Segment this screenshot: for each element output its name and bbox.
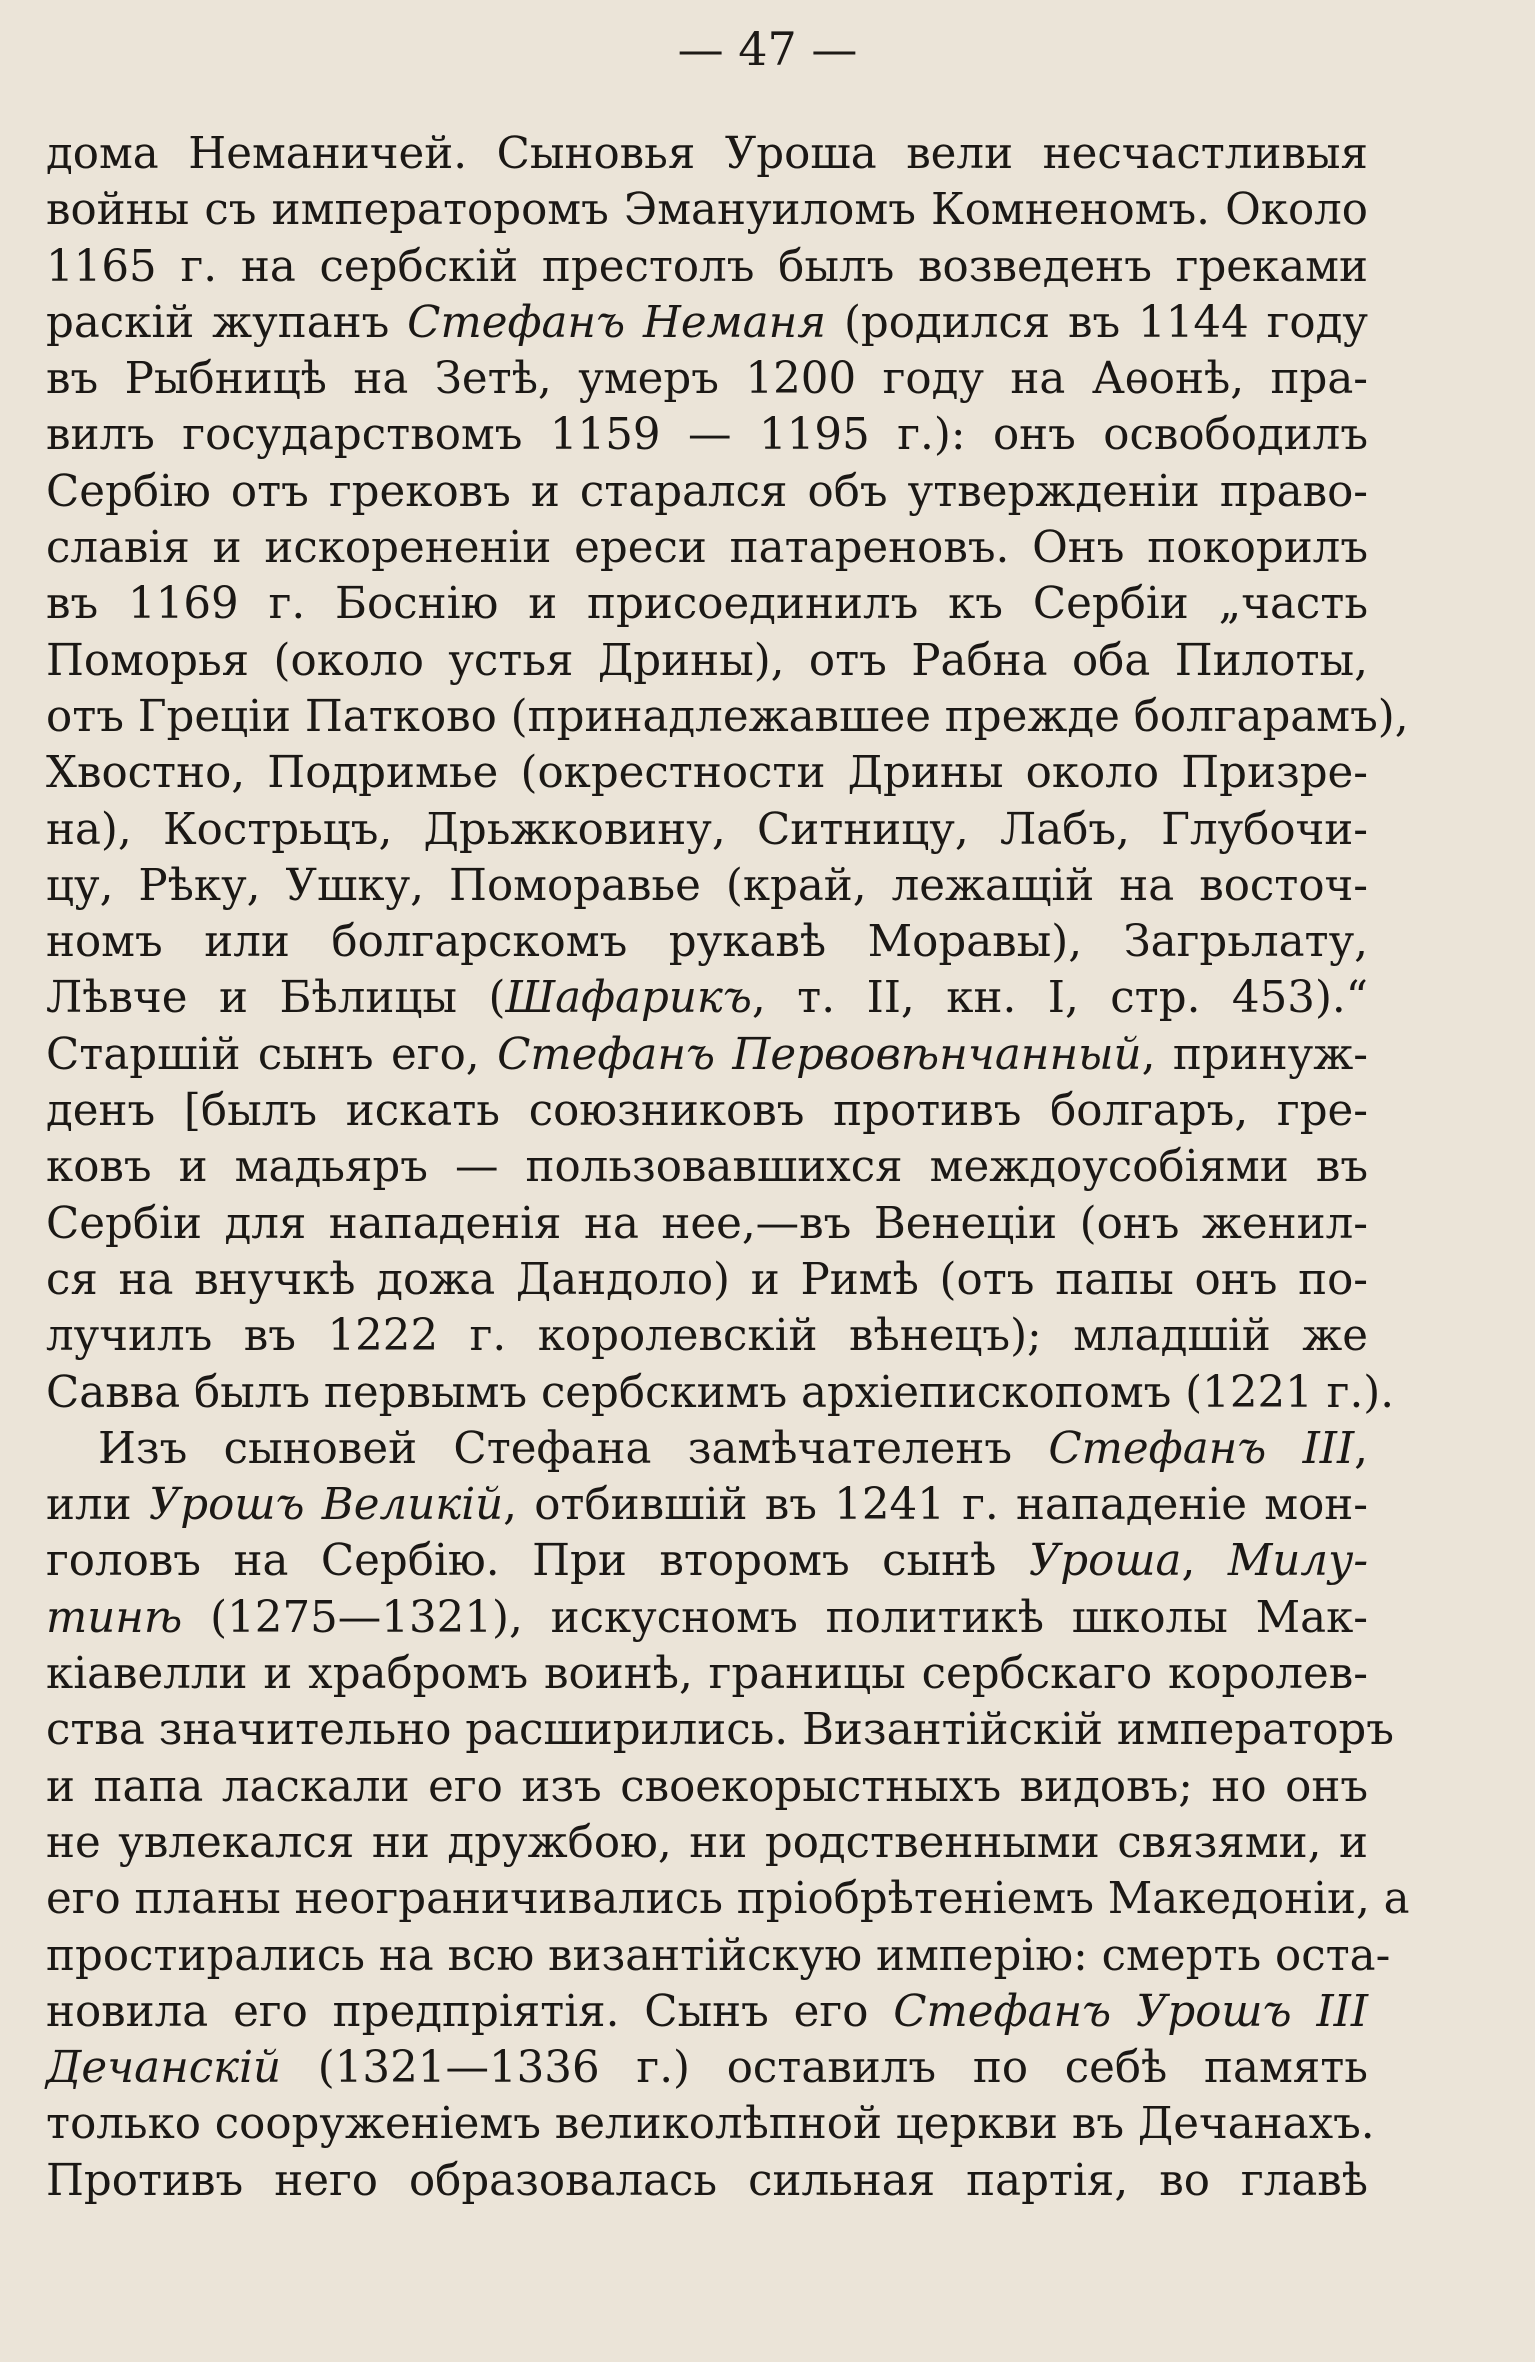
body-text [46,126,1410,2209]
text-segment: его планы неограничивались пріобрѣтеніемъ Македоніи, а [46,1874,1410,1925]
text-segment: денъ [былъ искать союзниковъ противъ болгаръ, гре- [46,1086,1368,1137]
text-segment: (1321—1336 г.) оставилъ по себѣ память [281,2043,1368,2094]
text-segment: , [1181,1536,1228,1587]
text-segment: (1275—1321), искусномъ политикѣ школы Мак- [182,1592,1368,1643]
text-segment: раскій жупанъ [46,297,408,348]
text-line [46,1477,1368,1533]
text-segment: новила его предпріятія. Сынъ его [46,1986,894,2037]
text-segment: славія и искорененіи ереси патареновъ. Онъ покорилъ [46,523,1368,574]
text-line [46,1759,1368,1815]
text-segment: только сооруженіемъ великолѣпной церкви въ Дечанахъ. [46,2099,1375,2150]
text-line [46,1083,1368,1139]
text-segment: Сербіи для нападенія на нее,—въ Венеціи (онъ женил- [46,1198,1368,1249]
text-segment: Сербію отъ грековъ и старался объ утвержденіи право- [46,466,1368,517]
text-line [46,239,1368,295]
text-line [46,970,1368,1026]
text-segment: кіавелли и храбромъ воинѣ, границы сербскаго королев- [46,1649,1368,1700]
text-segment: Старшій сынъ его, [46,1029,498,1080]
text-line [46,1365,1395,1421]
text-line [46,633,1368,689]
italic-name: тинѣ [46,1592,183,1643]
text-line [46,1928,1391,1984]
italic-name: Уроша [1028,1536,1182,1587]
italic-name: Милу- [1227,1536,1369,1587]
text-segment: въ 1169 г. Боснію и присоединилъ къ Сербіи „часть [46,579,1368,630]
text-segment: въ Рыбницѣ на Зетѣ, умеръ 1200 году на Аѳонѣ, пра- [46,354,1368,405]
italic-name: Шафарикъ [505,973,752,1024]
text-segment: Противъ него образовалась сильная партія, во главѣ [46,2155,1368,2206]
text-line [46,407,1368,463]
italic-name: Стефанъ Неманя [407,297,827,348]
text-line [46,914,1368,970]
text-segment: не увлекался ни дружбою, ни родственными связями, и [46,1817,1368,1868]
italic-name: Дечанскій [46,2043,282,2094]
italic-name: Стефанъ Урошъ III [893,1986,1369,2037]
text-line [46,1984,1368,2040]
text-segment: отъ Греціи Патково (принадлежавшее прежде болгарамъ), [46,691,1409,742]
text-segment: цу, Рѣку, Ушку, Поморавье (край, лежащій на восточ- [46,860,1368,911]
text-line [46,1308,1368,1364]
text-segment: 1165 г. на сербскій престолъ былъ возведенъ греками [46,241,1368,292]
text-segment: или [46,1480,149,1531]
text-line [46,1139,1368,1195]
text-line [46,576,1368,632]
text-segment: , принуж- [1141,1029,1368,1080]
italic-name: Урошъ Великій [148,1480,504,1531]
text-segment: Лѣвче и Бѣлицы ( [46,973,506,1024]
text-line [46,2040,1368,2096]
text-segment: Поморья (около устья Дрины), отъ Рабна оба Пилоты, [46,635,1368,686]
text-line [46,295,1368,351]
text-line [46,1871,1410,1927]
text-segment: на), Кострьцъ, Дрьжковину, Ситницу, Лабъ, Глубочи- [46,804,1368,855]
text-line [46,2096,1375,2152]
text-line [46,126,1368,182]
text-line [46,689,1409,745]
text-segment: ся на внучкѣ дожа Дандоло) и Римѣ (отъ папы онъ по- [46,1254,1368,1305]
text-line [46,351,1368,407]
text-segment: лучилъ въ 1222 г. королевскій вѣнецъ); младшій же [46,1311,1368,1362]
page-number: — 47 — [677,22,858,76]
text-segment: войны съ императоромъ Эмануиломъ Комненомъ. Около [46,185,1368,236]
text-segment: ковъ и мадьяръ — пользовавшихся междоусобіями въ [46,1142,1368,1193]
text-line [46,464,1368,520]
text-line [46,1027,1368,1083]
text-segment: , отбившій въ 1241 г. нападеніе мон- [503,1480,1368,1531]
text-segment: дома Неманичей. Сыновья Уроша вели несчастливыя [46,129,1368,179]
text-segment: головъ на Сербію. При второмъ сынѣ [46,1536,1029,1587]
text-segment: простирались на всю византійскую имперію: смерть оста- [46,1930,1391,1981]
italic-name: Стефанъ III [1048,1423,1355,1474]
text-line [46,1702,1394,1758]
text-line [46,858,1368,914]
italic-name: Стефанъ Первовѣнчанный [497,1029,1142,1080]
text-segment: ства значительно расширились. Византійскій императоръ [46,1705,1394,1756]
text-segment: , [1354,1423,1368,1474]
text-line [46,1252,1368,1308]
text-segment: Савва былъ первымъ сербскимъ архіепископомъ (1221 г.). [46,1367,1395,1418]
text-segment: вилъ государствомъ 1159 — 1195 г.): онъ освободилъ [46,410,1368,461]
text-line [46,520,1368,576]
text-line [46,745,1368,801]
text-line [46,1815,1368,1871]
text-segment: Хвостно, Подримье (окрестности Дрины около Призре- [46,748,1368,799]
text-line [46,802,1368,858]
text-segment: номъ или болгарскомъ рукавѣ Моравы), Загрьлату, [46,917,1368,968]
text-segment: , т. II, кн. I, стр. 453).“ [751,973,1368,1024]
text-line [46,1421,1368,1477]
text-line [46,1196,1368,1252]
text-segment: (родился въ 1144 году [826,297,1368,348]
text-line [46,1590,1368,1646]
text-segment: Изъ сыновей Стефана замѣчателенъ [98,1423,1049,1474]
text-line [46,1533,1368,1589]
text-line [46,182,1368,238]
text-segment: и папа ласкали его изъ своекорыстныхъ видовъ; но онъ [46,1761,1368,1812]
text-line [46,2153,1368,2209]
text-line [46,1646,1368,1702]
